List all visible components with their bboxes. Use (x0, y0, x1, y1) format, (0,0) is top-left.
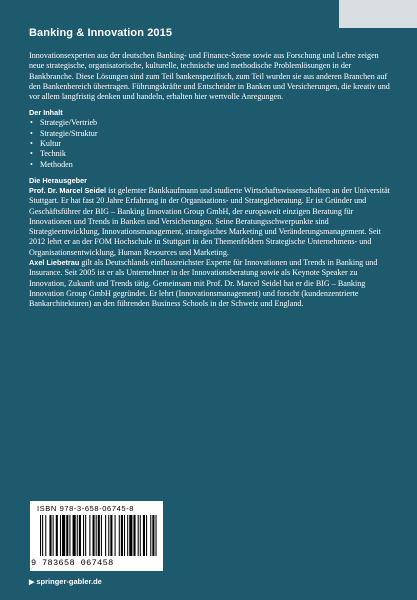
list-item: • Kultur (30, 139, 62, 149)
bullet-icon: • (30, 159, 33, 169)
list-item: • Strategie/Struktur (30, 128, 98, 138)
bullet-icon: • (30, 149, 33, 159)
editor-bio-seidel: Prof. Dr. Marcel Seidel ist gelernter Bankkaufmann und studierte Wirtschaftswissenschaften an der Universität Stuttgart. Er hat fast 20 Jahre Erfahrung in der Organisations- und Strategieberatung. Er ist Gründer und Geschäftsführer der BIG – Banking Innovation Group GmbH, der europaweit einzigen Beratung für Innovationen und Trends in Banken und Versicherungen. Seine Beratungsschwerpunkte sind Strategieentwicklung, Innovationsmanagement, strategisches Marketing und Veränderungsmanagement. Seit 2012 lehrt er an der FOM Hochschule in Stuttgart in den Themenfeldern Strategische Unternehmens- und Organisationsentwicklung, Human Resources und Marketing. (29, 185, 390, 257)
intro-paragraph: Innovationsexperten aus der deutschen Banking- und Finance-Szene sowie aus Forschung und Lehre zeigen neue strategische, organisatorische, kulturelle, technische und methodische Problemlösungen in der Bankbranche. Diese Lösungen sind zum Teil bankenspezifisch, zum Teil wurden sie aus anderen Branchen auf den Bankenbereich übertragen. Führungskräfte und Entscheider in Banken und Versicherungen, die kreativ und vor allem langfristig denken und handeln, erhalten hier wertvolle Anregungen. (29, 51, 390, 102)
publisher-link[interactable] (29, 577, 102, 586)
isbn-barcode (30, 501, 163, 571)
bullet-icon: • (30, 139, 33, 149)
bullet-icon: • (30, 118, 33, 128)
arrow-right-icon: ▶ (29, 579, 35, 586)
inhalt-list (29, 118, 393, 169)
book-title: Banking & Innovation 2015 (29, 27, 173, 39)
back-cover-text (29, 51, 393, 310)
isbn-label: ISBN 978-3-658-06745-8 (37, 504, 135, 513)
editor-name: Axel Liebetrau (29, 258, 80, 268)
list-item: • Methoden (30, 159, 73, 169)
inhalt-heading: Der Inhalt (29, 108, 63, 118)
list-item: • Strategie/Vertrieb (30, 118, 98, 128)
editor-bio-liebetrau: Axel Liebetrau gilt als Deutschlands einflussreichster Experte für Innovationen und Trends in Banking und Insurance. Seit 2005 ist er als Unternehmer in der Innovationsberatung sowie als Keynote Speaker zu Innovation, Zukunft und Trends tätig. Gemeinsam mit Prof. Dr. Marcel Seidel hat er die BIG – Banking Innovation Group GmbH gegründet. Er lehrt (Innovationsmanagement) und forscht (kundenzentrierte Bankarchitekturen) an den führenden Business Schools in der Schweiz und England. (29, 258, 378, 309)
barcode-bars (40, 515, 157, 556)
bullet-icon: • (30, 128, 33, 138)
editor-name: Prof. Dr. Marcel Seidel (29, 185, 107, 195)
herausgeber-heading: Die Herausgeber (29, 175, 87, 185)
website-label: springer-gabler.de (36, 577, 102, 586)
list-item: • Technik (30, 149, 66, 159)
barcode-digits: 9 783658 067458 (31, 558, 114, 568)
corner-stripe (339, 0, 417, 28)
